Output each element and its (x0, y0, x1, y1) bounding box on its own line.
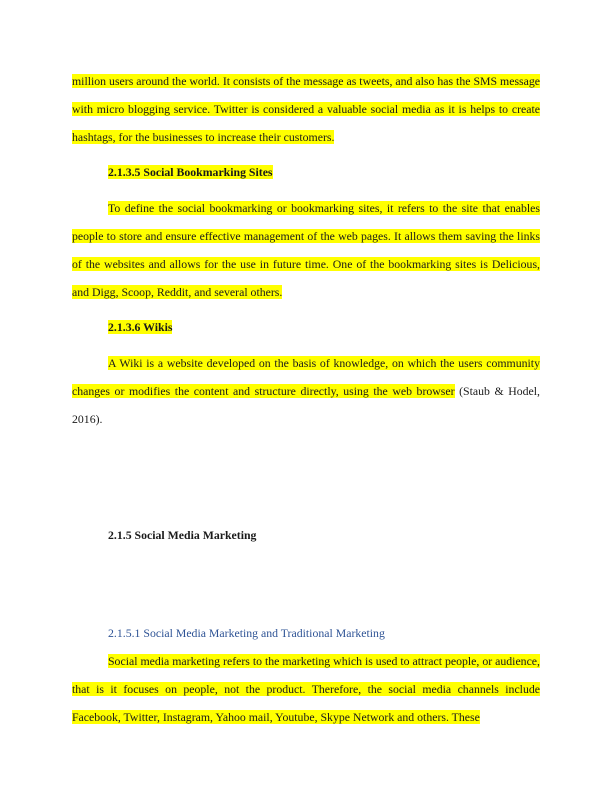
spacer (72, 549, 540, 620)
highlighted-text: To define the social bookmarking or bookmarking sites, it refers to the site that enables people to store and ensure effective management of the web pages. It allows them saving the links of the websites and allows for the use in future time. One of the bookmarking sites is Delicious, and Digg, Scoop, Reddit, and several others. (72, 201, 540, 299)
paragraph-smm (72, 648, 540, 731)
highlighted-heading: 2.1.3.6 Wikis (108, 320, 173, 335)
spacer (72, 306, 540, 314)
citation: (Staub & Hodel, 2016). (72, 383, 541, 426)
paragraph-twitter (72, 68, 540, 151)
highlighted-text: Social media marketing refers to the marketing which is used to attract people, or audience, that is it focuses on people, not the product. Therefore, the social media channels include Facebook, Twitter, Instagram, Yahoo mail, Youtube, Skype Network and others. These (72, 654, 540, 724)
spacer (72, 151, 540, 159)
paragraph-wikis (72, 350, 540, 433)
spacer (72, 342, 540, 350)
spacer (72, 434, 540, 522)
heading-social-media-marketing: 2.1.5 Social Media Marketing (108, 527, 257, 542)
heading-smm-traditional: 2.1.5.1 Social Media Marketing and Traditional Marketing (108, 626, 385, 641)
heading-wikis (72, 314, 540, 342)
paragraph-bookmarking (72, 195, 540, 306)
highlighted-text: million users around the world. It consists of the message as tweets, and also has the SMS message with micro blogging service. Twitter is considered a valuable social media as it is helps to create hashtags, for the businesses to increase their customers. (72, 74, 540, 144)
spacer (72, 187, 540, 195)
highlighted-heading: 2.1.3.5 Social Bookmarking Sites (108, 165, 273, 180)
document-page (72, 68, 540, 732)
heading-social-bookmarking (72, 159, 540, 187)
highlighted-text: A Wiki is a website developed on the basis of knowledge, on which the users community changes or modifies the content and structure directly, using the web browser (72, 356, 540, 398)
